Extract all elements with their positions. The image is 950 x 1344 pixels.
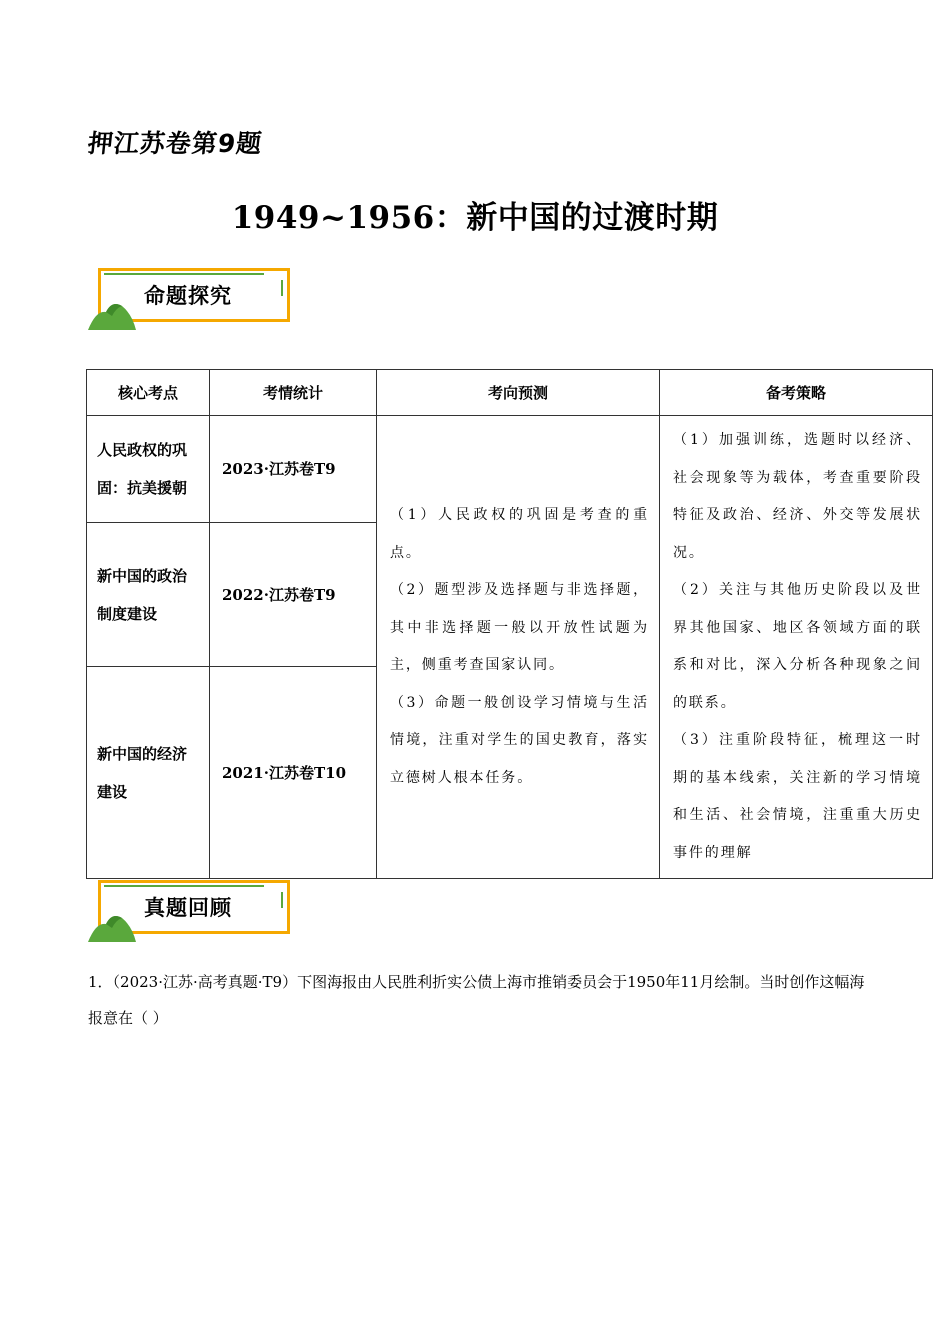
topic-cell: 新中国的经济建设 [87, 667, 210, 879]
forecast-item: （1）人民政权的巩固是考查的重点。 [390, 507, 649, 561]
exam-tag: 押江苏卷第9题 [86, 129, 264, 158]
stat-cell: 2021·江苏卷T10 [210, 667, 377, 879]
header-forecast: 考向预测 [377, 370, 660, 416]
banner-explore [88, 266, 300, 336]
exam-analysis-table [86, 369, 933, 879]
header-stats: 考情统计 [210, 370, 377, 416]
hill-icon [88, 908, 138, 944]
topic-cell: 新中国的政治制度建设 [87, 522, 210, 666]
question-1: 1．（2023·江苏·高考真题·T9）下图海报由人民胜利折实公债上海市推销委员会于1950年11月绘制。当时创作这幅海报意在（ ） [88, 973, 865, 1027]
table-row [87, 416, 933, 523]
topic-cell: 人民政权的巩固：抗美援朝 [87, 416, 210, 523]
stat-cell: 2023·江苏卷T9 [210, 416, 377, 523]
strategy-item: （2）关注与其他历史阶段以及世界其他国家、地区各领域方面的联系和对比，深入分析各种现象之间的联系。 [673, 582, 922, 711]
page-title: 1949~1956：新中国的过渡时期 [231, 200, 719, 236]
stat-cell: 2022·江苏卷T9 [210, 522, 377, 666]
table-header-row [87, 370, 933, 416]
banner-explore-label: 命题探究 [144, 284, 232, 308]
strategy-cell [660, 416, 933, 879]
banner-review-label: 真题回顾 [144, 896, 232, 920]
banner-review [88, 878, 300, 948]
header-core-topic: 核心考点 [87, 370, 210, 416]
header-strategy: 备考策略 [660, 370, 933, 416]
forecast-item: （2）题型涉及选择题与非选择题，其中非选择题一般以开放性试题为主，侧重考查国家认同。 [390, 582, 649, 673]
strategy-item: （1）加强训练，选题时以经济、社会现象等为载体，考查重要阶段特征及政治、经济、外交等发展状况。 [673, 432, 922, 561]
forecast-item: （3）命题一般创设学习情境与生活情境，注重对学生的国史教育，落实立德树人根本任务。 [390, 694, 649, 786]
forecast-cell [377, 416, 660, 879]
strategy-item: （3）注重阶段特征，梳理这一时期的基本线索，关注新的学习情境和生活、社会情境，注重重大历史事件的理解 [673, 732, 922, 861]
hill-icon [88, 296, 138, 332]
